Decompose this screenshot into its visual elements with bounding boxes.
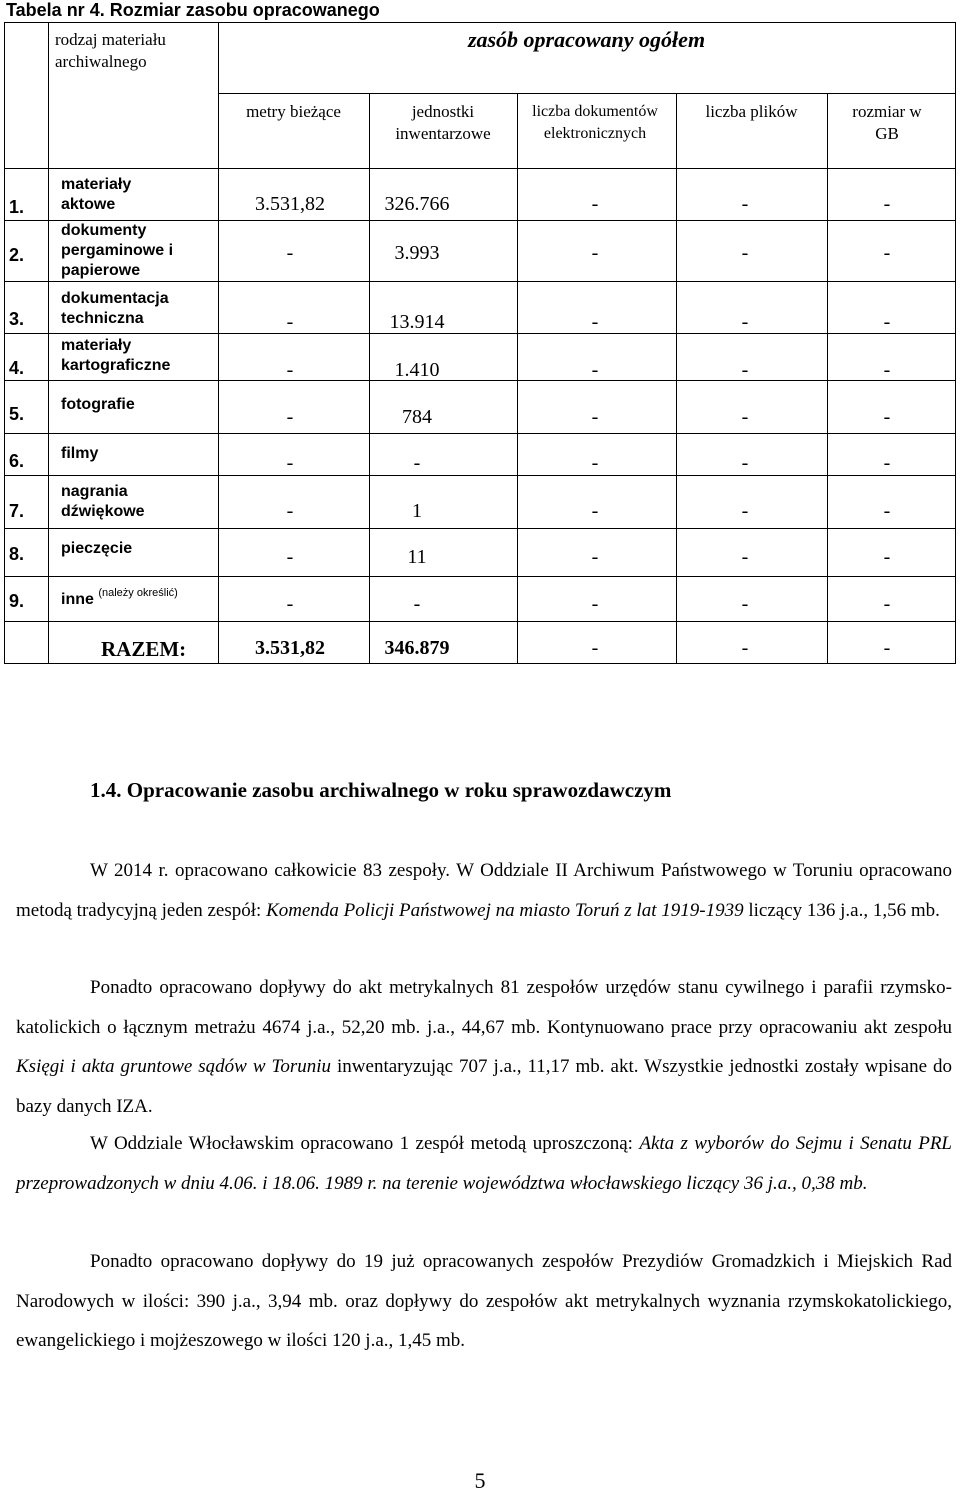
row-label: materiały kartograficzne [61,337,171,374]
cell-files: - [741,311,749,333]
cell-meters: - [286,359,294,381]
cell-edocs: - [591,311,599,333]
total-meters: 3.531,82 [255,637,325,659]
row-number: 1. [9,197,25,217]
row-label: fotografie [61,396,135,413]
cell-edocs: - [591,193,599,215]
total-files: - [741,637,749,659]
row-number: 9. [9,591,25,611]
cell-units: 1.410 [394,359,440,381]
text: W Oddziale Włocławskim opracowano 1 zespół metodą uproszczoną: [90,1133,640,1154]
header-material-type: rodzaj materiału archiwalnego [55,30,166,71]
row-number: 6. [9,451,25,471]
cell-edocs: - [591,242,599,264]
cell-meters: - [286,593,294,615]
row-number: 2. [9,245,25,265]
total-edocs: - [591,637,599,659]
cell-units: 13.914 [389,311,445,333]
row-number: 3. [9,309,25,329]
total-label: RAZEM: [101,637,187,661]
cell-gb: - [883,406,891,428]
paragraph-4: Ponadto opracowano dopływy do 19 już opracowanych zespołów Prezydiów Gromadzkich i Miejskich Rad Narodowych w ilości: 390 j.a., 3,94 mb. oraz dopływy do zespołów akt metrykalnych wyznania rzymskokatolickiego, ewangelickiego i mojżeszowego w ilości 120 j.a., 1,45 mb. [16,1251,952,1351]
cell-files: - [741,593,749,615]
cell-meters: - [286,452,294,474]
row-label-inne [61,583,178,610]
row-number: 7. [9,501,25,521]
cell-gb: - [883,193,891,215]
cell-edocs: - [591,593,599,615]
row-label: dokumenty pergaminowe i papierowe [61,222,174,279]
text: Ponadto opracowano dopływy do akt metrykalnych 81 zespołów urzędów stanu cywilnego i parafii rzymsko-katolickich o łącznym metrażu 4674 j.a., 52,20 mb. j.a., 44,67 mb. Kontynuowano prace przy opracowaniu akt zespołu [16,977,952,1038]
cell-units: 11 [407,546,427,568]
total-gb: - [883,637,891,659]
text-italic: Akta z wyborów do Sejmu i Senatu PRL przeprowadzonych w dniu 4.06. i 18.06. 1989 r. na terenie województwa włocławskiego liczący 36 j.a., 0,38 mb. [16,1133,952,1194]
cell-meters: - [286,242,294,264]
text: inwentaryzując 707 j.a., 11,17 mb. akt. Wszystkie jednostki zostały wpisane do bazy danych IZA. [16,1056,953,1117]
paragraph-1 [16,851,952,930]
row-label: materiały aktowe [61,176,132,213]
header-group: zasób opracowany ogółem [467,27,706,52]
header-units: jednostki inwentarzowe [395,102,491,143]
cell-units: 3.993 [394,242,440,264]
text-italic: Księgi i akta gruntowe sądów w Toruniu [16,1056,332,1077]
text: liczący 136 j.a., 1,56 mb. [743,899,940,921]
cell-units: - [413,593,421,615]
cell-edocs: - [591,406,599,428]
cell-meters: - [286,500,294,522]
cell-gb: - [883,452,891,474]
row-label: pieczęcie [61,540,133,557]
cell-gb: - [883,500,891,522]
row-number: 4. [9,358,25,378]
cell-meters: 3.531,82 [255,193,325,215]
paragraph-2 [16,968,952,1126]
cell-edocs: - [591,359,599,381]
cell-files: - [741,452,749,474]
cell-files: - [741,500,749,522]
cell-gb: - [883,546,891,568]
cell-files: - [741,546,749,568]
cell-gb: - [883,359,891,381]
cell-files: - [741,359,749,381]
cell-files: - [741,193,749,215]
row-number: 5. [9,404,25,424]
cell-files: - [741,242,749,264]
cell-units: 1 [412,500,422,522]
cell-units: 326.766 [384,193,450,215]
table-caption: Tabela nr 4. Rozmiar zasobu opracowanego [6,0,380,20]
page-number: 5 [474,1468,486,1493]
paragraph-3 [16,1124,952,1203]
row-label: filmy [61,445,99,462]
cell-units: 784 [402,406,432,428]
cell-edocs: - [591,452,599,474]
total-units: 346.879 [384,637,450,659]
row-label: nagrania dźwiękowe [61,483,145,520]
cell-gb: - [883,242,891,264]
section-heading: 1.4. Opracowanie zasobu archiwalnego w roku sprawozdawczym [90,778,672,802]
row-label: inne [61,591,94,608]
cell-edocs: - [591,546,599,568]
row-number: 8. [9,544,25,564]
header-gb: rozmiar w GB [852,102,922,143]
cell-gb: - [883,593,891,615]
row-note: (należy określić) [98,587,178,599]
resource-size-table [4,22,956,664]
header-files: liczba plików [705,102,798,121]
text: W 2014 r. opracowano całkowicie 83 zespoły. W Oddziale II Archiwum Państwowego w Toruniu opracowano metodą tradycyjną jeden zespół: [16,860,952,921]
cell-files: - [741,406,749,428]
header-edocs: liczba dokumentów elektronicznych [532,103,658,142]
cell-edocs: - [591,500,599,522]
cell-meters: - [286,546,294,568]
row-label: dokumentacja techniczna [61,290,169,327]
cell-meters: - [286,311,294,333]
cell-meters: - [286,406,294,428]
text-italic: Komenda Policji Państwowej na miasto Toruń z lat 1919-1939 [266,899,744,921]
cell-gb: - [883,311,891,333]
cell-units: - [413,452,421,474]
header-meters: metry bieżące [246,102,341,121]
